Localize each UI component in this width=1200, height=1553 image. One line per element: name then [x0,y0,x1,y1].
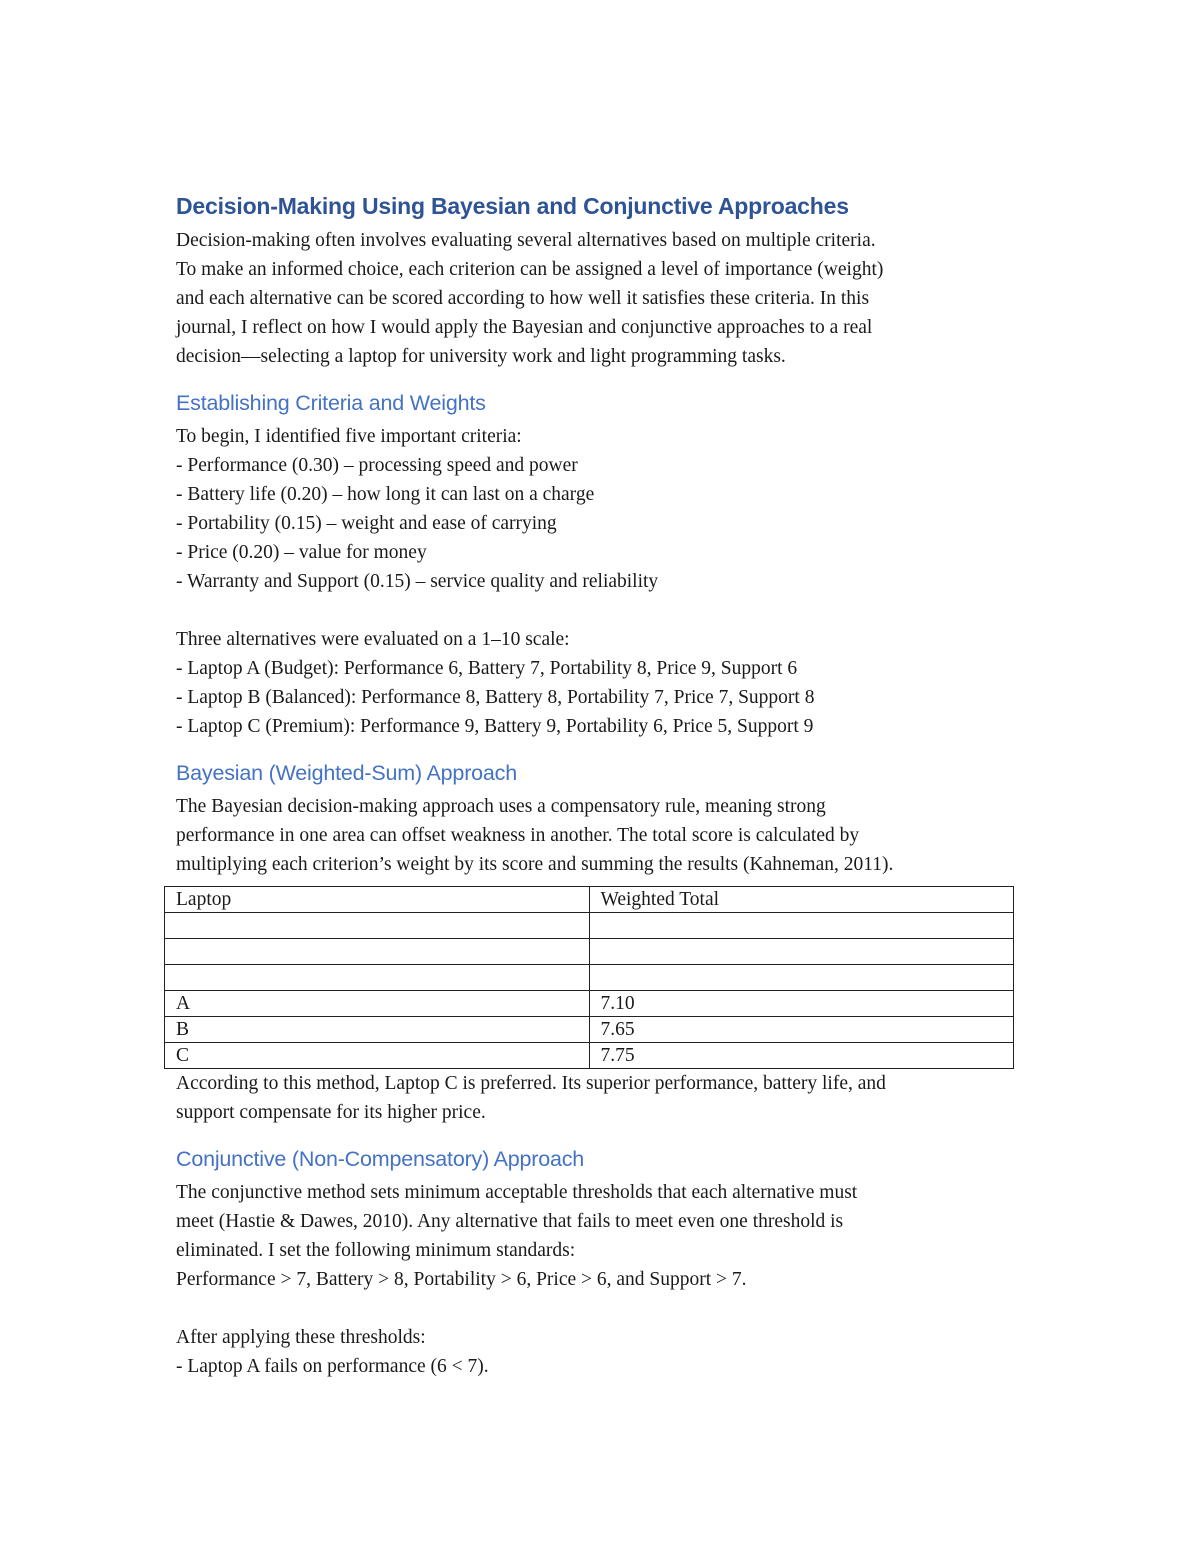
table-cell: B [165,1017,590,1043]
conjunctive-line: The conjunctive method sets minimum acceptable thresholds that each alternative must [176,1182,858,1203]
table-row [165,939,1014,965]
table-cell: 7.65 [589,1017,1014,1043]
table-cell [165,939,590,965]
criterion-item: - Battery life (0.20) – how long it can last on a charge [176,484,595,505]
criterion-item: - Price (0.20) – value for money [176,542,427,563]
blank-line [176,1294,1036,1323]
table-row [165,1017,1014,1043]
bayesian-heading: Bayesian (Weighted-Sum) Approach [176,761,517,785]
criterion-item: - Portability (0.15) – weight and ease of carrying [176,513,557,534]
criteria-heading: Establishing Criteria and Weights [176,391,486,415]
conjunctive-heading: Conjunctive (Non-Compensatory) Approach [176,1147,585,1171]
threshold-line: Performance > 7, Battery > 8, Portability > 6, Price > 6, and Support > 7. [176,1269,747,1290]
intro-paragraph [176,226,1036,371]
bayesian-line: The Bayesian decision-making approach uses a compensatory rule, meaning strong [176,796,826,817]
result-item: - Laptop A fails on performance (6 < 7). [176,1356,489,1377]
table-row [165,1043,1014,1069]
bayesian-line: multiplying each criterion’s weight by its score and summing the results (Kahneman, 2011). [176,854,894,875]
table-cell [589,965,1014,991]
bayesian-line: performance in one area can offset weakness in another. The total score is calculated by [176,825,860,846]
after-lead: After applying these thresholds: [176,1327,426,1348]
alternatives-lead: Three alternatives were evaluated on a 1–10 scale: [176,629,570,650]
table-cell [165,913,590,939]
conjunctive-paragraph [176,1178,1036,1381]
intro-line: To make an informed choice, each criterion can be assigned a level of importance (weight) [176,259,884,280]
conclusion-line: According to this method, Laptop C is preferred. Its superior performance, battery life, and [176,1073,886,1094]
table-cell: C [165,1043,590,1069]
criterion-item: - Performance (0.30) – processing speed and power [176,455,578,476]
table-cell: A [165,991,590,1017]
table-row [165,965,1014,991]
table-cell [589,939,1014,965]
conjunctive-line: eliminated. I set the following minimum standards: [176,1240,576,1261]
criteria-block [176,422,1036,741]
table-header-cell: Weighted Total [589,887,1014,913]
document-title: Decision-Making Using Bayesian and Conjunctive Approaches [176,193,849,219]
conjunctive-line: meet (Hastie & Dawes, 2010). Any alternative that fails to meet even one threshold is [176,1211,844,1232]
document-content [176,190,1036,1381]
table-cell [165,965,590,991]
intro-line: Decision-making often involves evaluating several alternatives based on multiple criteria. [176,230,876,251]
table-cell: 7.75 [589,1043,1014,1069]
table-row [165,991,1014,1017]
alternative-item: - Laptop B (Balanced): Performance 8, Battery 8, Portability 7, Price 7, Support 8 [176,687,815,708]
intro-line: and each alternative can be scored according to how well it satisfies these criteria. In this [176,288,870,309]
table-cell [589,913,1014,939]
criteria-lead: To begin, I identified five important criteria: [176,426,522,447]
table-header-row [165,887,1014,913]
bayesian-conclusion [176,1069,1036,1127]
criterion-item: - Warranty and Support (0.15) – service quality and reliability [176,571,659,592]
table-row [165,913,1014,939]
conclusion-line: support compensate for its higher price. [176,1102,486,1123]
intro-line: journal, I reflect on how I would apply the Bayesian and conjunctive approaches to a real [176,317,873,338]
weighted-total-table [164,886,1014,1069]
table-cell: 7.10 [589,991,1014,1017]
alternative-item: - Laptop A (Budget): Performance 6, Battery 7, Portability 8, Price 9, Support 6 [176,658,798,679]
bayesian-paragraph [176,792,1036,879]
alternative-item: - Laptop C (Premium): Performance 9, Battery 9, Portability 6, Price 5, Support 9 [176,716,814,737]
table-header-cell: Laptop [165,887,590,913]
intro-line: decision—selecting a laptop for university work and light programming tasks. [176,346,786,367]
blank-line [176,596,1036,625]
